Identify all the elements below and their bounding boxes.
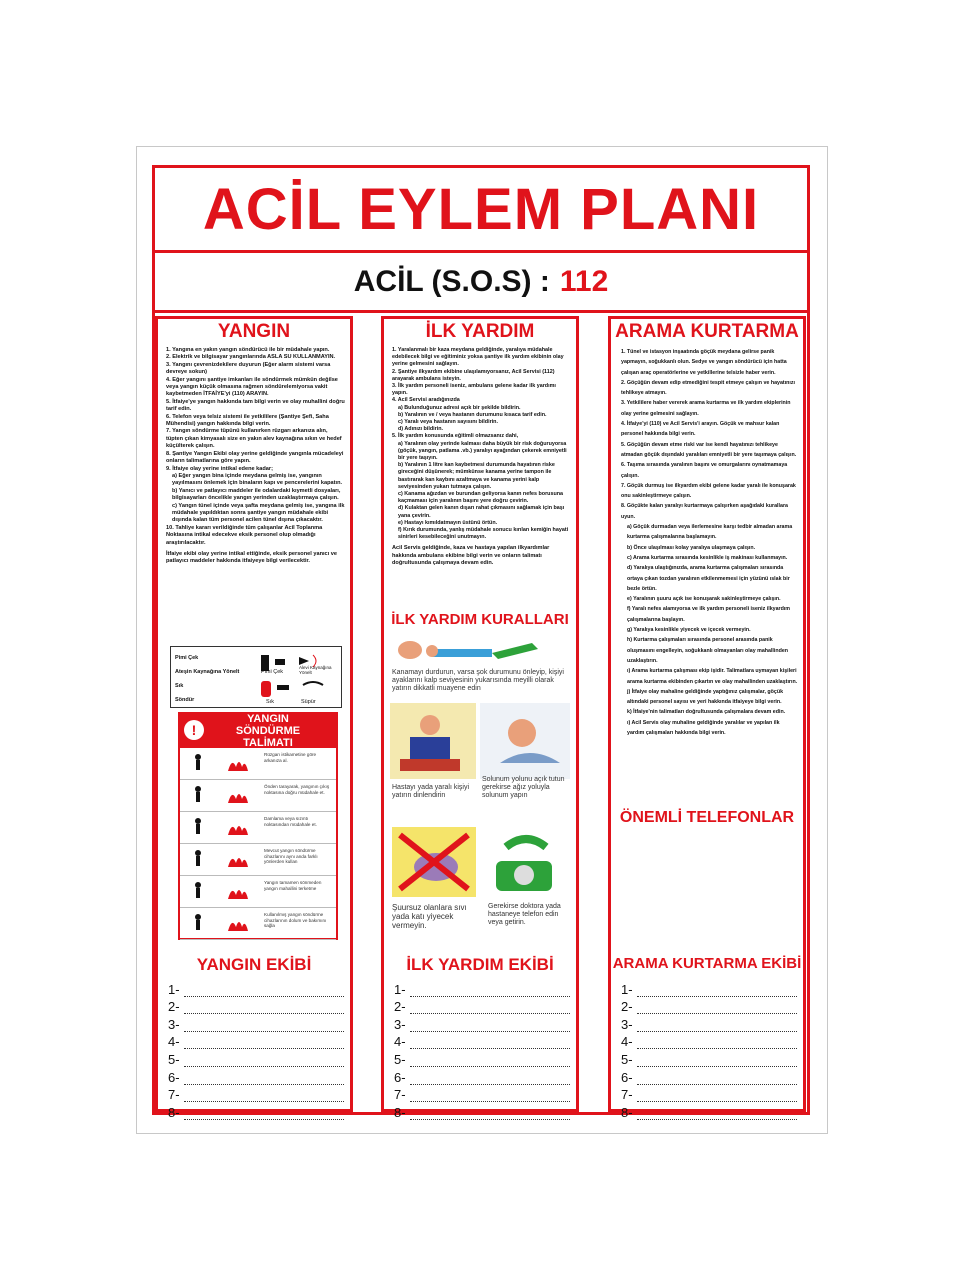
team-row bbox=[394, 1067, 570, 1085]
team-row bbox=[394, 1049, 570, 1067]
team-name-line[interactable] bbox=[184, 1038, 344, 1049]
team-name-line[interactable] bbox=[410, 1021, 570, 1032]
team-name-line[interactable] bbox=[410, 1074, 570, 1085]
ilk-yardim-heading: İLK YARDIM bbox=[425, 321, 535, 342]
recovery-position-illustration bbox=[390, 703, 476, 779]
list-item: 10. Tahliye kararı verildiğinde tüm çalışanlar Acil Toplanma Noktasına intikal edecekve eksik personel olup olmadığı araştırılacaktır. bbox=[166, 524, 323, 546]
team-name-line[interactable] bbox=[410, 1091, 570, 1102]
team-row-number: 5- bbox=[168, 1051, 180, 1067]
fire-step-pictogram bbox=[188, 815, 258, 839]
team-row bbox=[394, 1014, 570, 1032]
list-item: 3. Yangını çevrenizdekilere duyurun (Eğer alarm sistemi varsa devreye sokun) bbox=[166, 361, 331, 376]
team-row-number: 6- bbox=[394, 1069, 406, 1085]
list-item: 6. Telefon veya telsiz sistemi ile yetkililere (Şantiye Şefi, Saha Mühendisi) yangın hakkında bilgi verin. bbox=[166, 413, 329, 428]
bleeding-illustration bbox=[392, 635, 572, 665]
fire-step-text: Mevcut yangın söndürme cihazlarını aynı anda farklı yönlerden kullan bbox=[264, 848, 318, 865]
list-item: d) Yaralıya ulaştığınızda, arama kurtarma çalışmaları sırasında ortaya çıkan tozdan yaralının etkilenmemesi için yüzünü ıslak bir bezle örtün. bbox=[627, 565, 790, 592]
list-item: b) Önce ulaşılması kolay yaralıya ulaşmaya çalışın. bbox=[627, 544, 756, 551]
list-item: e) Yaralının şuuru açık ise konuşarak sakinleştirmeye çalışın. bbox=[627, 596, 781, 603]
team-row-number: 4- bbox=[621, 1034, 633, 1050]
fire-step-pictogram bbox=[188, 847, 258, 871]
pass-word: Söndür bbox=[175, 697, 195, 703]
list-item: 8. Şantiye Yangın Ekibi olay yerine geldiğinde yangınla mücadeleyi onların talimatlarına göre yapın. bbox=[166, 450, 344, 465]
poster-title: ACİL EYLEM PLANI bbox=[202, 176, 760, 242]
list-item: b) Yaralının 1 litre kan kaybetmesi durumunda hayatının riske gireceğini düşünerek; mümkünse kanama yerine tampon ile bastırarak kan kaybını azaltmaya ve kanama yerini kalp seviyesinden yukarı tutmaya çalışın. bbox=[398, 462, 555, 490]
fire-step bbox=[180, 780, 336, 812]
list-item: 5. İlk yardım konusunda eğitimli olmazsanız dahi, bbox=[392, 433, 519, 440]
team-row-number: 2- bbox=[394, 999, 406, 1015]
team-name-line[interactable] bbox=[184, 1056, 344, 1067]
team-row bbox=[621, 1102, 797, 1120]
pass-word: Ateşin Kaynağına Yönelt bbox=[175, 669, 240, 675]
first-aid-caption: Kanamayı durdurun, varsa şok durumunu önleyip, kişiyi ayaklarını kalp seviyesinin yukarısında meyilli olarak yatırın dikkatli muayene edin bbox=[392, 669, 564, 692]
pass-caption: Sık bbox=[266, 699, 274, 705]
sos-label: ACİL (S.O.S) : bbox=[353, 264, 550, 298]
list-item: a) Yaralının olay yerinde kalması daha büyük bir risk doğuruyorsa (göçük, yangın, patlama .vb.) yaralıyı ayağından çekerek emniyetli bir yere taşıyın. bbox=[398, 440, 567, 462]
arama-kurtarma-heading: ARAMA KURTARMA bbox=[615, 321, 799, 342]
ilk-yardim-team-heading: İLK YARDIM EKİBİ bbox=[406, 955, 554, 974]
team-name-line[interactable] bbox=[637, 1109, 797, 1120]
fire-step bbox=[180, 748, 336, 780]
yangin-note: İtfaiye ekibi olay yerine intikal ettiğinde, eksik personel yanıcı ve patlayıcı maddeler hakkında itfaiyeye bilgi verilecektir. bbox=[166, 550, 337, 565]
arama-kurtarma-team-list bbox=[621, 979, 797, 1120]
team-row bbox=[394, 1032, 570, 1050]
team-name-line[interactable] bbox=[184, 1091, 344, 1102]
team-name-line[interactable] bbox=[184, 1021, 344, 1032]
first-aid-caption: Hastayı yada yaralı kişiyi yatırın dinlendirin bbox=[392, 784, 470, 799]
list-item: a) Göçük durmadan veya ilerlemesine karşı tedbir almadan arama kurtarma çalışmalarına başlamayın. bbox=[627, 524, 793, 541]
list-item: c) Yaralı veya hastanın sayısını bildirin. bbox=[398, 419, 498, 426]
pass-word: Sık bbox=[175, 683, 184, 689]
team-row-number: 4- bbox=[168, 1034, 180, 1050]
fire-card-header bbox=[180, 714, 336, 748]
team-row-number: 3- bbox=[394, 1016, 406, 1032]
ilk-yardim-team-list bbox=[394, 979, 570, 1120]
list-item: 1. Tünel ve istasyon inşaatında göçük meydana gelirse panik yapmayın, soğukkanlı olun. Sedye ve yangın söndürücü için hatta çalışan araç operatörlerine ve yetkillerine telsizle haber verin. bbox=[621, 349, 787, 376]
fire-step-text: Yangın tamamen sönmeden yangın mahallini terketme bbox=[264, 880, 322, 891]
team-row bbox=[621, 1032, 797, 1050]
team-row bbox=[168, 1085, 344, 1103]
list-item: c) Yangın tünel içinde veya şafta meydana gelmiş ise, yangına ilk müdahale yapıldıktan sonra şantiye yangın müdahale ekibi dışında kalan tüm personel acilen tünel dışına çıkacaktır. bbox=[172, 502, 345, 524]
team-name-line[interactable] bbox=[637, 986, 797, 997]
list-item: 9. İtfaiye olay yerine intikal edene kadar; bbox=[166, 465, 273, 472]
list-item: 2. Elektrik ve bilgisayar yangınlarında ASLA SU KULLANMAYIN. bbox=[166, 354, 336, 361]
fire-step-pictogram bbox=[188, 911, 258, 935]
team-row-number: 7- bbox=[394, 1087, 406, 1103]
list-item: h) Kurtarma çalışmaları sırasında personel arasında panik oluşmasını engelleyin, soğukkanlı olmayanları olay mahallinden uzaklaştırın. bbox=[627, 637, 789, 664]
ilk-yardim-note: Acil Servis geldiğinde, kaza ve hastaya yapılan ilkyardımlar hakkında ambulans ekibine bilgi verin ve onların talimatı doğrultusunda çalışmaya devam edin. bbox=[392, 545, 550, 567]
yangin-list bbox=[158, 347, 350, 547]
list-item: f) Yaralı nefes alamıyorsa ve ilk yardım personeli iseniz ilkyardım çalışmalarına başlayın. bbox=[627, 606, 791, 623]
team-name-line[interactable] bbox=[184, 986, 344, 997]
list-item: 6. Taşıma sırasında yaralının başını ve omurgalarını oynatmamaya çalışın. bbox=[621, 462, 788, 479]
fire-step-text: Damlama veya sızıntı noktasından müdahale et. bbox=[264, 816, 317, 827]
yangin-team-list bbox=[168, 979, 344, 1120]
list-item: ı) Arama kurtarma çalışması ekip işidir. Talimatlara uymayan kişileri arama kurtarma ekibinden çıkartın ve olay mahallinden uzaklaştırın. bbox=[627, 668, 798, 685]
team-row-number: 6- bbox=[621, 1069, 633, 1085]
list-item: 7. Göçük durmuş ise ilkyardım ekibi gelene kadar yaralı ile konuşarak onu sakinleştirmeye çalışın. bbox=[621, 482, 796, 500]
team-row bbox=[394, 979, 570, 997]
team-row bbox=[621, 979, 797, 997]
pass-caption: Pimi Çek bbox=[261, 669, 284, 675]
airway-illustration bbox=[480, 703, 570, 779]
fire-step-pictogram bbox=[188, 751, 258, 775]
fire-step-pictogram bbox=[188, 879, 258, 903]
fire-step bbox=[180, 812, 336, 844]
list-item: 3. Yetkililere haber vererek arama kurtarma ve ilk yardım ekiplerinin olay yerine gelmesini sağlayın. bbox=[621, 400, 791, 417]
fire-steps bbox=[180, 748, 336, 940]
list-item: 2. Şantiye ilkyardım ekibine ulaşılamıyorsanız, Acil Servisi (112) arayarak ambulans isteyin. bbox=[392, 368, 555, 382]
team-row bbox=[168, 1102, 344, 1120]
list-item: 2. Göçüğün devam edip etmediğini tespit etmeye çalışın ve hayatınızı tehlikeye atmayın. bbox=[621, 379, 795, 397]
team-row-number: 6- bbox=[168, 1069, 180, 1085]
list-item: 3. İlk yardım personeli iseniz, ambulans gelene kadar ilk yardımı yapın. bbox=[392, 383, 556, 397]
team-name-line[interactable] bbox=[410, 1038, 570, 1049]
list-item: 1. Yaralanmalı bir kaza meydana geldiğinde, yaralıya müdahale edebilecek bilgi ve eğitiminiz yoksa şantiye ilk yardım ekibinin olay yerine gelmesini sağlayın. bbox=[392, 347, 564, 368]
team-row bbox=[168, 1014, 344, 1032]
team-row-number: 8- bbox=[394, 1104, 406, 1120]
yangin-team-heading: YANGIN EKİBİ bbox=[196, 955, 312, 974]
team-name-line[interactable] bbox=[637, 1038, 797, 1049]
list-item: 5. İtfaiye'ye yangın hakkında tam bilgi verin ve olay muhallini doğru tarif edin. bbox=[166, 398, 345, 413]
team-name-line[interactable] bbox=[637, 1056, 797, 1067]
team-row-number: 3- bbox=[168, 1016, 180, 1032]
list-item: 4. Eğer yangını şantiye imkanları ile söndürmek mümkün değilse veya yangın küçük olmasına rağmen söndürelemiyorsa vakit kaybetmeden İTFAİYE'yi (110) ARAYIN. bbox=[166, 376, 338, 398]
first-aid-caption: Solunum yolunu açık tutun gerekirse ağız yoluyla solunum yapın bbox=[482, 776, 565, 799]
list-item: 8. Göçükte kalan yaralıyı kurtarmaya çalışırken aşağıdaki kurallara uyun. bbox=[621, 503, 788, 520]
team-name-line[interactable] bbox=[410, 1056, 570, 1067]
list-item: 1. Yangına en yakın yangın söndürücü ile bir müdahale yapın. bbox=[166, 347, 330, 353]
pass-words bbox=[175, 651, 239, 707]
team-row-number: 2- bbox=[168, 999, 180, 1015]
team-row-number: 8- bbox=[168, 1104, 180, 1120]
ilk-yardim-list bbox=[384, 347, 576, 541]
list-item: c) Kanama ağızdan ve burundan geliyorsa kanın nefes borusuna kaçmaması için yaralının başını yere doğru çevirin. bbox=[398, 491, 564, 505]
important-phones-heading: ÖNEMLİ TELEFONLAR bbox=[619, 809, 795, 826]
team-row-number: 1- bbox=[621, 981, 633, 997]
team-row bbox=[168, 997, 344, 1015]
pass-diagram bbox=[170, 646, 342, 708]
team-row bbox=[168, 1032, 344, 1050]
team-row bbox=[394, 997, 570, 1015]
team-row bbox=[621, 1049, 797, 1067]
fire-step-text: Önden tarayarak, yangının çıkış noktasına doğru müdahale et. bbox=[264, 784, 330, 795]
extinguisher-pictogram bbox=[255, 651, 337, 703]
list-item: c) Arama kurtarma sırasında kesinlikle iş makinası kullanmayın. bbox=[627, 554, 788, 561]
fire-card-title: YANGIN SÖNDÜRME TALİMATI bbox=[235, 713, 301, 749]
team-row-number: 7- bbox=[621, 1087, 633, 1103]
poster-frame bbox=[152, 165, 810, 1120]
fire-step bbox=[180, 844, 336, 876]
list-item: b) Yanıcı ve patlayıcı maddeler ile odalardaki kıymetli dosyaları, bilgisayarları öncelikle yangın yerinden uzaklaştırmaya çalışın. bbox=[172, 487, 341, 502]
team-row-number: 2- bbox=[621, 999, 633, 1015]
team-name-line[interactable] bbox=[410, 1003, 570, 1014]
team-row bbox=[168, 1067, 344, 1085]
first-aid-caption: Şuursuz olanlara sıvı yada katı yiyecek vermeyin. bbox=[392, 903, 467, 930]
arama-kurtarma-team-heading: ARAMA KURTARMA EKİBİ bbox=[612, 955, 802, 972]
team-name-line[interactable] bbox=[184, 1003, 344, 1014]
pass-caption: Süpür bbox=[301, 699, 316, 705]
team-row-number: 4- bbox=[394, 1034, 406, 1050]
fire-step-pictogram bbox=[188, 783, 258, 807]
ilk-yardim-column bbox=[381, 316, 579, 1120]
team-row bbox=[394, 1102, 570, 1120]
list-item: f) Kırık durumunda, yanlış müdahale sonucu kırılan kemiğin hayati sinirleri kesebileceğini unutmayın. bbox=[398, 527, 569, 541]
team-row-number: 5- bbox=[394, 1051, 406, 1067]
list-item: g) Yaralıya kesinlikle yiyecek ve içecek vermeyin. bbox=[627, 627, 751, 634]
list-item: a) Eğer yangın bina içinde meydana gelmiş ise, yangının yayılmasını önlemek için binaların kapı ve pencerelerini kapatın. bbox=[172, 472, 343, 487]
team-row-number: 8- bbox=[621, 1104, 633, 1120]
team-row-number: 3- bbox=[621, 1016, 633, 1032]
list-item: 4. Acil Servisi aradığınızda bbox=[392, 397, 460, 404]
team-name-line[interactable] bbox=[637, 1074, 797, 1085]
team-row bbox=[621, 1067, 797, 1085]
team-row bbox=[168, 1049, 344, 1067]
arama-kurtarma-list bbox=[611, 347, 803, 738]
sos-number: 112 bbox=[559, 264, 609, 298]
team-name-line[interactable] bbox=[410, 1109, 570, 1120]
team-row bbox=[621, 997, 797, 1015]
no-food-illustration bbox=[392, 827, 476, 897]
first-aid-caption: Gerekirse doktora yada hastaneye telefon edin veya getirin. bbox=[488, 903, 561, 926]
list-item: d) Adınızı bildirin. bbox=[398, 426, 444, 433]
team-name-line[interactable] bbox=[184, 1074, 344, 1085]
list-item: ı) Acil Servis olay muhaline geldiğinde yaralılar ve yapılan ilk yardım çalışmaları hakkında bilgi verin. bbox=[627, 719, 780, 736]
team-row bbox=[394, 1085, 570, 1103]
list-item: j) İtfaiye olay mahaline geldiğinde yaptığınız çalışmalar, göçük altındaki personel sayısı ve yeri hakkında itfaiyeye bilgi verin. bbox=[627, 688, 784, 706]
arama-kurtarma-column bbox=[608, 316, 806, 1120]
team-row-number: 7- bbox=[168, 1087, 180, 1103]
list-item: 5. Göçüğün devam etme riski var ise kendi hayatınızı tehlikeye atmadan göçük dışındaki yaralıları emniyetli bir yere taşımaya çalışın. bbox=[621, 441, 797, 458]
fire-step bbox=[180, 908, 336, 940]
team-row-number: 5- bbox=[621, 1051, 633, 1067]
team-name-line[interactable] bbox=[637, 1021, 797, 1032]
team-name-line[interactable] bbox=[637, 1003, 797, 1014]
yangin-heading: YANGIN bbox=[217, 321, 291, 342]
warning-icon: ! bbox=[184, 720, 204, 740]
team-name-line[interactable] bbox=[637, 1091, 797, 1102]
fire-instruction-card bbox=[178, 712, 338, 940]
title-box bbox=[155, 168, 807, 253]
list-item: 7. Yangın söndürme tüpünü kullanırken rüzgarı arkanıza alın, tüpten çıkan kimyasalı size en yakın alev kaynağına sıkın ve hedef küçülterek çalışın. bbox=[166, 428, 342, 450]
fire-step bbox=[180, 876, 336, 908]
fire-step-text: Kullanılmış yangın söndürme cihazlarının dolum ve bakımını sağla bbox=[264, 912, 327, 929]
sos-box bbox=[155, 253, 807, 313]
pass-word: Pimi Çek bbox=[175, 655, 199, 661]
telephone-illustration bbox=[486, 827, 572, 899]
list-item: 4. İtfaiye'yi (110) ve Acil Servis'i arayın. Göçük ve mahsur kalan personel hakkında bilgi verin. bbox=[621, 421, 780, 438]
list-item: d) Kulaktan gelen kanın dışarı rahat çıkmasını sağlamak için başı yana çevirin. bbox=[398, 505, 565, 519]
list-item: b) Yaralının ve / veya hastanın durumunu kısaca tarif edin. bbox=[398, 411, 547, 418]
team-name-line[interactable] bbox=[184, 1109, 344, 1120]
team-row-number: 1- bbox=[394, 981, 406, 997]
team-row bbox=[621, 1085, 797, 1103]
list-item: k) İtfaiye'nin talimatları doğrultusunda çalışmalara devam edin. bbox=[627, 709, 786, 716]
team-name-line[interactable] bbox=[410, 986, 570, 997]
list-item: e) Hastayı kımıldatmayın üstünü örtün. bbox=[398, 519, 498, 526]
list-item: a) Bulunduğunuz adresi açık bir şekilde bildirin. bbox=[398, 404, 521, 411]
yangin-column bbox=[155, 316, 353, 1120]
fire-step-text: Rüzgarı istikametine göre arkanıza al. bbox=[264, 752, 317, 763]
ilk-yardim-rules-heading: İLK YARDIM KURALLARI bbox=[391, 611, 569, 628]
team-row bbox=[168, 979, 344, 997]
pass-caption: Alevi Kaynağına Yönelt bbox=[299, 665, 332, 675]
team-row bbox=[621, 1014, 797, 1032]
team-row-number: 1- bbox=[168, 981, 180, 997]
